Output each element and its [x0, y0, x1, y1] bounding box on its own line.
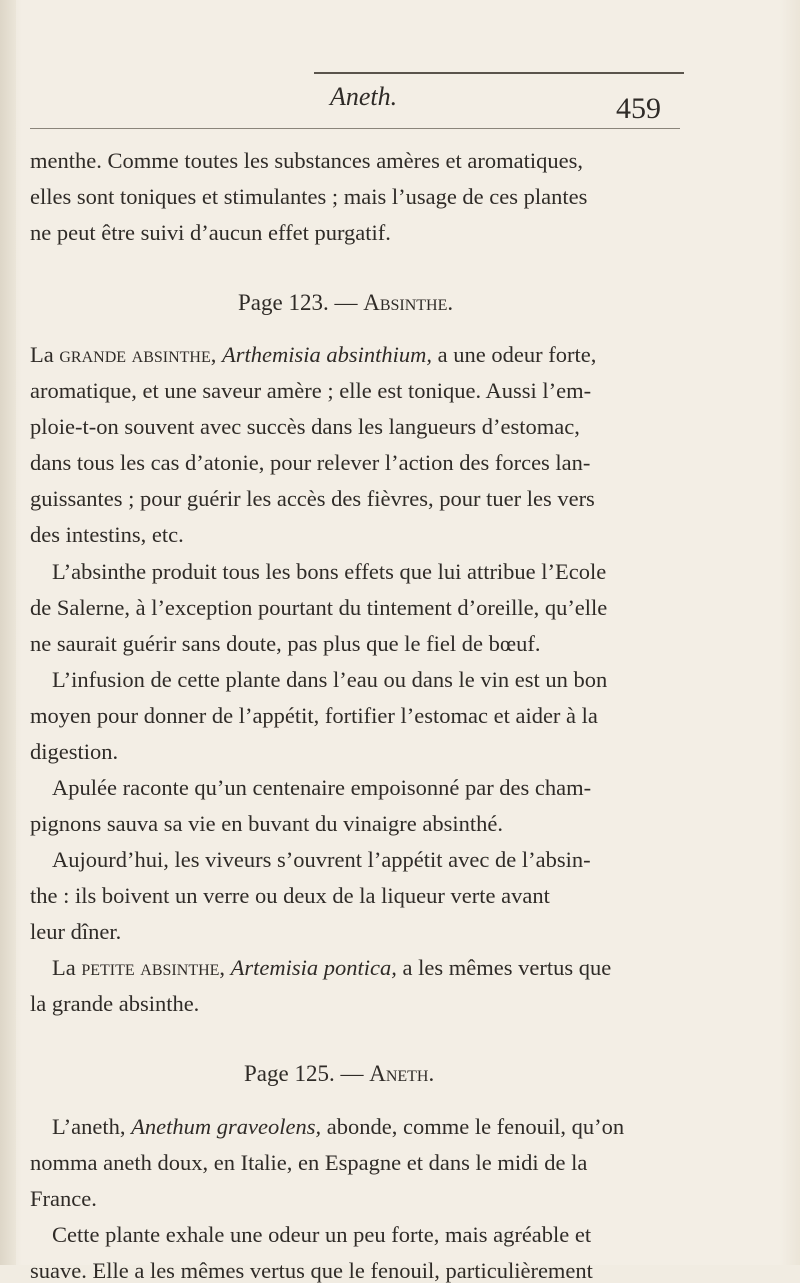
section-heading-title: Aneth. [369, 1061, 435, 1086]
text-line: elles sont toniques et stimulantes ; mais l’usage de ces plantes [30, 184, 588, 209]
section-heading-page-ref: Page 125. — [244, 1061, 370, 1086]
petite-suffix: a les mêmes vertus que [396, 955, 612, 980]
section-heading-aneth [244, 1062, 434, 1085]
text-line: la grande absinthe. [30, 991, 200, 1016]
text-line: France. [30, 1186, 97, 1211]
text-line: pignons sauva sa vie en buvant du vinaigre absinthé. [30, 811, 504, 836]
section-heading-absinthe [238, 291, 453, 314]
aneth-line [52, 1116, 624, 1139]
header-top-rule [314, 72, 684, 74]
section-heading-title: Absinthe. [363, 290, 454, 315]
text-line: ne saurait guérir sans doute, pas plus que le fiel de bœuf. [30, 631, 541, 656]
text-line: leur dîner. [30, 919, 122, 944]
grande-prefix: La [30, 342, 60, 367]
text-line: suave. Elle a les mêmes vertus que le fenouil, particulièrement [30, 1258, 593, 1283]
grande-latin-name: Arthemisia absinthium, [222, 342, 433, 367]
text-line: aromatique, et une saveur amère ; elle est tonique. Aussi l’em- [30, 378, 592, 403]
section-heading-page-ref: Page 123. — [238, 290, 364, 315]
text-line: Apulée raconte qu’un centenaire empoisonné par des cham- [52, 775, 592, 800]
text-line: L’absinthe produit tous les bons effets que lui attribue l’Ecole [52, 559, 607, 584]
text-line: guissantes ; pour guérir les accès des fièvres, pour tuer les vers [30, 486, 595, 511]
text-line: des intestins, etc. [30, 522, 184, 547]
petite-absinthe-line [52, 957, 611, 980]
text-line: the : ils boivent un verre ou deux de la liqueur verte avant [30, 883, 550, 908]
text-line: digestion. [30, 739, 119, 764]
grande-smallcaps: grande absinthe, [59, 342, 217, 367]
aneth-suffix: abonde, comme le fenouil, qu’on [321, 1114, 625, 1139]
grande-absinthe-line [30, 344, 596, 367]
text-line: Aujourd’hui, les viveurs s’ouvrent l’appétit avec de l’absin- [52, 847, 591, 872]
text-line: ploie-t-on souvent avec succès dans les langueurs d’estomac, [30, 414, 580, 439]
petite-smallcaps: petite absinthe, [81, 955, 226, 980]
page-gutter-shadow [0, 0, 16, 1265]
page-number: 459 [616, 92, 661, 125]
text-line: nomma aneth doux, en Italie, en Espagne et dans le midi de la [30, 1150, 588, 1175]
text-line: moyen pour donner de l’appétit, fortifier l’estomac et aider à la [30, 703, 598, 728]
grande-suffix: a une odeur forte, [432, 342, 597, 367]
aneth-latin-name: Anethum graveolens, [131, 1114, 322, 1139]
header-bottom-rule [30, 128, 680, 129]
running-title: Aneth. [330, 82, 398, 111]
text-line: de Salerne, à l’exception pourtant du tintement d’oreille, qu’elle [30, 595, 608, 620]
text-line: Cette plante exhale une odeur un peu forte, mais agréable et [52, 1222, 592, 1247]
text-line: menthe. Comme toutes les substances amères et aromatiques, [30, 148, 583, 173]
text-line: L’infusion de cette plante dans l’eau ou dans le vin est un bon [52, 667, 608, 692]
petite-latin-name: Artemisia pontica, [230, 955, 397, 980]
text-line: ne peut être suivi d’aucun effet purgatif. [30, 220, 391, 245]
aneth-prefix: L’aneth, [52, 1114, 132, 1139]
petite-prefix: La [52, 955, 82, 980]
text-line: dans tous les cas d’atonie, pour relever l’action des forces lan- [30, 450, 591, 475]
